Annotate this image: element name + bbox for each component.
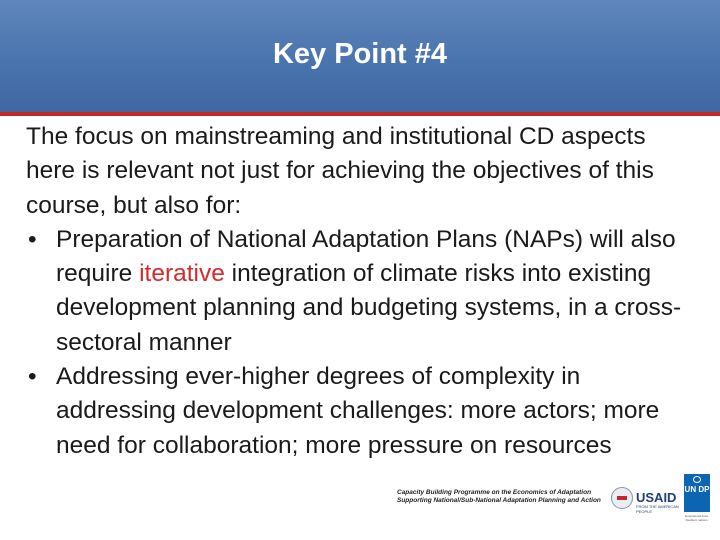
bullet-text: Addressing ever-higher degrees of complexity in addressing development challenges: more actors; more need for collaboration; more pressure on resources [56, 363, 660, 459]
title-divider [0, 112, 720, 116]
bullet-list [26, 223, 696, 463]
highlight-iterative: iterative [139, 260, 225, 288]
bullet-item-complexity [26, 360, 696, 463]
undp-logo [684, 474, 710, 512]
slide-body [26, 120, 696, 463]
undp-tagline: Empowered lives. Resilient nations. [685, 514, 709, 522]
undp-wordmark: UN DP [684, 485, 710, 494]
intro-paragraph: The focus on mainstreaming and institutional CD aspects here is relevant not just for achieving the objectives of this course, but also for: [26, 123, 654, 219]
programme-line-1: Capacity Building Programme on the Economics of Adaptation [397, 489, 592, 496]
usaid-wordmark: USAID [636, 490, 677, 505]
partner-seal-icon [611, 487, 633, 509]
slide-title: Key Point #4 [272, 38, 448, 70]
bullet-icon: • [28, 225, 37, 253]
title-bar [0, 0, 720, 112]
un-emblem-icon [693, 476, 701, 483]
bullet-text-after: integration of climate risks into existing development planning and budgeting systems, in a cross-sectoral manner [56, 260, 682, 356]
bullet-text-before: Preparation of National Adaptation Plans (NAPs) will also require [56, 225, 676, 288]
programme-line-2: Supporting National/Sub-National Adaptation Planning and Action [397, 497, 601, 504]
programme-caption [397, 489, 601, 505]
usaid-logo [636, 488, 680, 514]
bullet-item-naps [26, 223, 696, 360]
bullet-icon: • [28, 363, 37, 391]
usaid-tagline: FROM THE AMERICAN PEOPLE [636, 504, 679, 514]
